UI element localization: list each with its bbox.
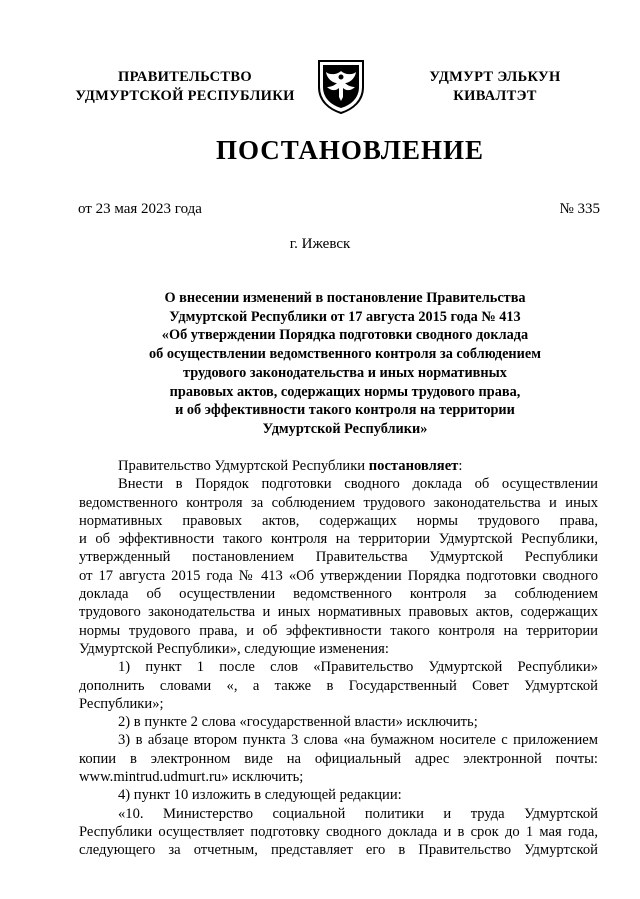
body-line: копии в электронном виде на официальный адрес электронной почты:	[79, 750, 598, 767]
intro-text: Правительство Удмуртской Республики	[118, 458, 369, 474]
subject-line: «Об утверждении Порядка подготовки сводного доклада	[161, 327, 529, 344]
header-right-line1: УДМУРТ ЭЛЬКУН	[429, 69, 561, 85]
body-line: Республики»;	[79, 695, 164, 712]
header-right	[395, 68, 595, 106]
subject-line: трудового законодательства и иных нормативных	[183, 364, 507, 381]
header-right-line2: КИВАЛТЭТ	[453, 88, 537, 104]
subject-line: об осуществлении ведомственного контроля за соблюдением	[148, 346, 541, 363]
document-number: № 335	[559, 201, 600, 217]
body-line: Внести в Порядок подготовки сводного доклада об осуществлении	[118, 476, 598, 493]
document-date: от 23 мая 2023 года	[78, 201, 202, 217]
body-line: от 17 августа 2015 года № 413 «Об утверждении Порядка подготовки сводного	[79, 567, 598, 584]
body-line: 1) пункт 1 после слов «Правительство Удмуртской Республики»	[118, 659, 598, 676]
header-left	[60, 68, 310, 106]
body-line: доклада об осуществлении ведомственного контроля за соблюдением	[79, 586, 598, 603]
body-line: трудового законодательства и иных нормативных правовых актов, содержащих	[79, 604, 598, 621]
document-city: г. Ижевск	[289, 236, 351, 252]
document-body	[79, 457, 598, 860]
coat-of-arms-icon	[315, 57, 367, 115]
body-line: 3) в абзаце втором пункта 3 слова «на бумажном носителе с приложением	[118, 732, 598, 749]
body-line: Удмуртской Республики», следующие изменения:	[79, 640, 389, 657]
subject-line: правовых актов, содержащих нормы трудового права,	[169, 383, 521, 400]
body-line: 2) в пункте 2 слова «государственной власти» исключить;	[118, 714, 478, 731]
document-subject	[95, 289, 595, 439]
body-line: дополнить словами «, а также в Государственный Совет Удмуртской	[79, 677, 598, 694]
body-lines	[79, 475, 598, 859]
header-left-line1: ПРАВИТЕЛЬСТВО	[118, 69, 252, 85]
document-title: ПОСТАНОВЛЕНИЕ	[215, 135, 485, 165]
body-line: следующего за отчетным, представляет его в Правительство Удмуртской	[79, 842, 598, 859]
body-line: нормы трудового права, и об эффективности такого контроля на территории	[79, 622, 598, 639]
body-line: и об эффективности такого контроля на территории Удмуртской Республики,	[79, 531, 598, 548]
body-line: утвержденный постановлением Правительства Удмуртской Республики	[79, 549, 598, 566]
subject-line: О внесении изменений в постановление Правительства	[164, 290, 526, 306]
body-line: «10. Министерство социальной политики и труда Удмуртской	[118, 805, 598, 822]
subject-line: Удмуртской Республики от 17 августа 2015 года № 413	[169, 308, 521, 325]
body-line: Республики осуществляет подготовку сводного доклада и в срок до 1 мая года,	[79, 823, 598, 840]
intro-colon: :	[458, 458, 463, 474]
intro-verb: постановляет	[368, 458, 459, 474]
intro-line	[79, 457, 598, 475]
header-left-line2: УДМУРТСКОЙ РЕСПУБЛИКИ	[75, 88, 295, 104]
subject-line: и об эффективности такого контроля на территории	[175, 402, 515, 419]
body-line: ведомственного контроля за соблюдением трудового законодательства и иных	[79, 494, 598, 511]
subject-line: Удмуртской Республики»	[262, 420, 428, 437]
body-line: 4) пункт 10 изложить в следующей редакции:	[118, 787, 402, 804]
body-line: нормативных правовых актов, содержащих нормы трудового права,	[79, 512, 598, 529]
body-line: www.mintrud.udmurt.ru» исключить;	[79, 769, 304, 786]
